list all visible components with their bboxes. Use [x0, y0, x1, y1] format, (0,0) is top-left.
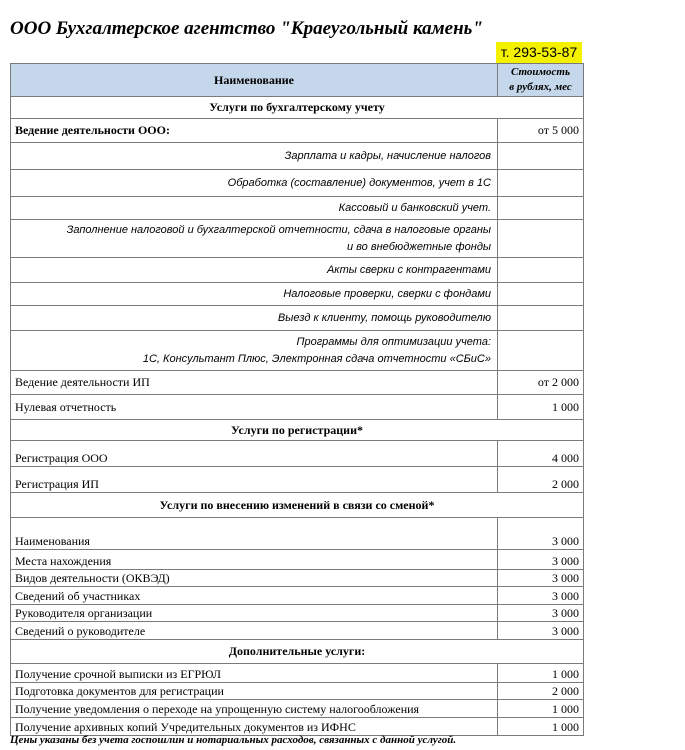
- section-title: Услуги по регистрации*: [11, 420, 584, 441]
- sub-item: Налоговые проверки, сверки с фондами: [11, 283, 498, 306]
- row-price: 3 000: [498, 605, 584, 622]
- row-name: Сведений о руководителе: [11, 622, 498, 640]
- sub-item-row: [11, 220, 584, 258]
- column-header-cost-line2: в рублях, мес: [509, 81, 572, 93]
- row-name: Ведение деятельности ИП: [11, 371, 498, 395]
- sub-item-row: [11, 170, 584, 197]
- sub-item-row: [11, 143, 584, 170]
- table-row: [11, 467, 584, 493]
- row-price: 3 000: [498, 622, 584, 640]
- section-title: Услуги по бухгалтерскому учету: [11, 97, 584, 119]
- row-name: Получение срочной выписки из ЕГРЮЛ: [11, 664, 498, 683]
- sub-item-line: и во внебюджетные фонды: [346, 240, 491, 253]
- section-row-changes: [11, 493, 584, 518]
- sub-item-line: Заполнение налоговой и бухгалтерской отчетности, сдача в налоговые органы: [66, 223, 491, 236]
- row-name: Нулевая отчетность: [11, 395, 498, 420]
- row-name: Видов деятельности (ОКВЭД): [11, 570, 498, 587]
- table-row: [11, 518, 584, 550]
- sub-item-row: [11, 258, 584, 283]
- table-row: [11, 622, 584, 640]
- table-row: [11, 371, 584, 395]
- sub-item: Обработка (составление) документов, учет в 1С: [11, 170, 498, 197]
- column-header-cost: [498, 64, 584, 97]
- table-header-row: [11, 64, 584, 97]
- table-row: [11, 718, 584, 736]
- section-row-registration: [11, 420, 584, 441]
- table-row: [11, 664, 584, 683]
- section-title: Дополнительные услуги:: [11, 640, 584, 664]
- document-title: ООО Бухгалтерское агентство "Краеугольный камень": [10, 18, 483, 39]
- row-price: 1 000: [498, 395, 584, 420]
- row-price: 4 000: [498, 441, 584, 467]
- row-price: 2 000: [498, 683, 584, 700]
- table-row: [11, 441, 584, 467]
- sub-item-row: [11, 283, 584, 306]
- row-name: Получение уведомления о переходе на упрощенную систему налогообложения: [11, 700, 498, 718]
- row-name: Регистрация ИП: [11, 467, 498, 493]
- table-row: [11, 683, 584, 700]
- row-price: 2 000: [498, 467, 584, 493]
- sub-item: Выезд к клиенту, помощь руководителю: [11, 306, 498, 331]
- table-row: [11, 550, 584, 570]
- row-price: 3 000: [498, 570, 584, 587]
- sub-item-line: Программы для оптимизации учета:: [296, 335, 491, 348]
- section-title: Услуги по внесению изменений в связи со сменой*: [11, 493, 584, 518]
- row-name: Регистрация ООО: [11, 441, 498, 467]
- sub-item-row: [11, 197, 584, 220]
- row-price: 1 000: [498, 664, 584, 683]
- sub-item: Кассовый и банковский учет.: [11, 197, 498, 220]
- row-price: 3 000: [498, 518, 584, 550]
- row-name: Сведений об участниках: [11, 587, 498, 605]
- footnote: Цены указаны без учета госпошлин и нотариальных расходов, связанных с данной услугой.: [10, 734, 457, 746]
- sub-item-row: [11, 331, 584, 371]
- row-name: Получение архивных копий Учредительных документов из ИФНС: [11, 718, 498, 736]
- sub-item-line: 1С, Консультант Плюс, Электронная сдача отчетности «СБиС»: [142, 352, 491, 365]
- row-name: Ведение деятельности ООО:: [11, 119, 498, 143]
- row-price: 1 000: [498, 718, 584, 736]
- row-name: Места нахождения: [11, 550, 498, 570]
- table-row: [11, 395, 584, 420]
- phone-number: т. 293-53-87: [496, 42, 582, 63]
- table-row: [11, 587, 584, 605]
- row-name: Наименования: [11, 518, 498, 550]
- price-table: [10, 63, 584, 736]
- sub-item-multiline: [11, 331, 498, 371]
- sub-item-multiline: [11, 220, 498, 258]
- row-price: 3 000: [498, 587, 584, 605]
- row-price: 3 000: [498, 550, 584, 570]
- row-price: от 2 000: [498, 371, 584, 395]
- row-name: Руководителя организации: [11, 605, 498, 622]
- table-row: [11, 570, 584, 587]
- sub-item-row: [11, 306, 584, 331]
- row-name: Подготовка документов для регистрации: [11, 683, 498, 700]
- column-header-name: Наименование: [11, 64, 498, 97]
- table-row: [11, 605, 584, 622]
- table-row: [11, 700, 584, 718]
- column-header-cost-line1: Стоимость: [510, 66, 571, 78]
- section-row-accounting: [11, 97, 584, 119]
- row-price: от 5 000: [498, 119, 584, 143]
- table-row: [11, 119, 584, 143]
- sub-item: Зарплата и кадры, начисление налогов: [11, 143, 498, 170]
- row-price: 1 000: [498, 700, 584, 718]
- sub-item: Акты сверки с контрагентами: [11, 258, 498, 283]
- section-row-additional: [11, 640, 584, 664]
